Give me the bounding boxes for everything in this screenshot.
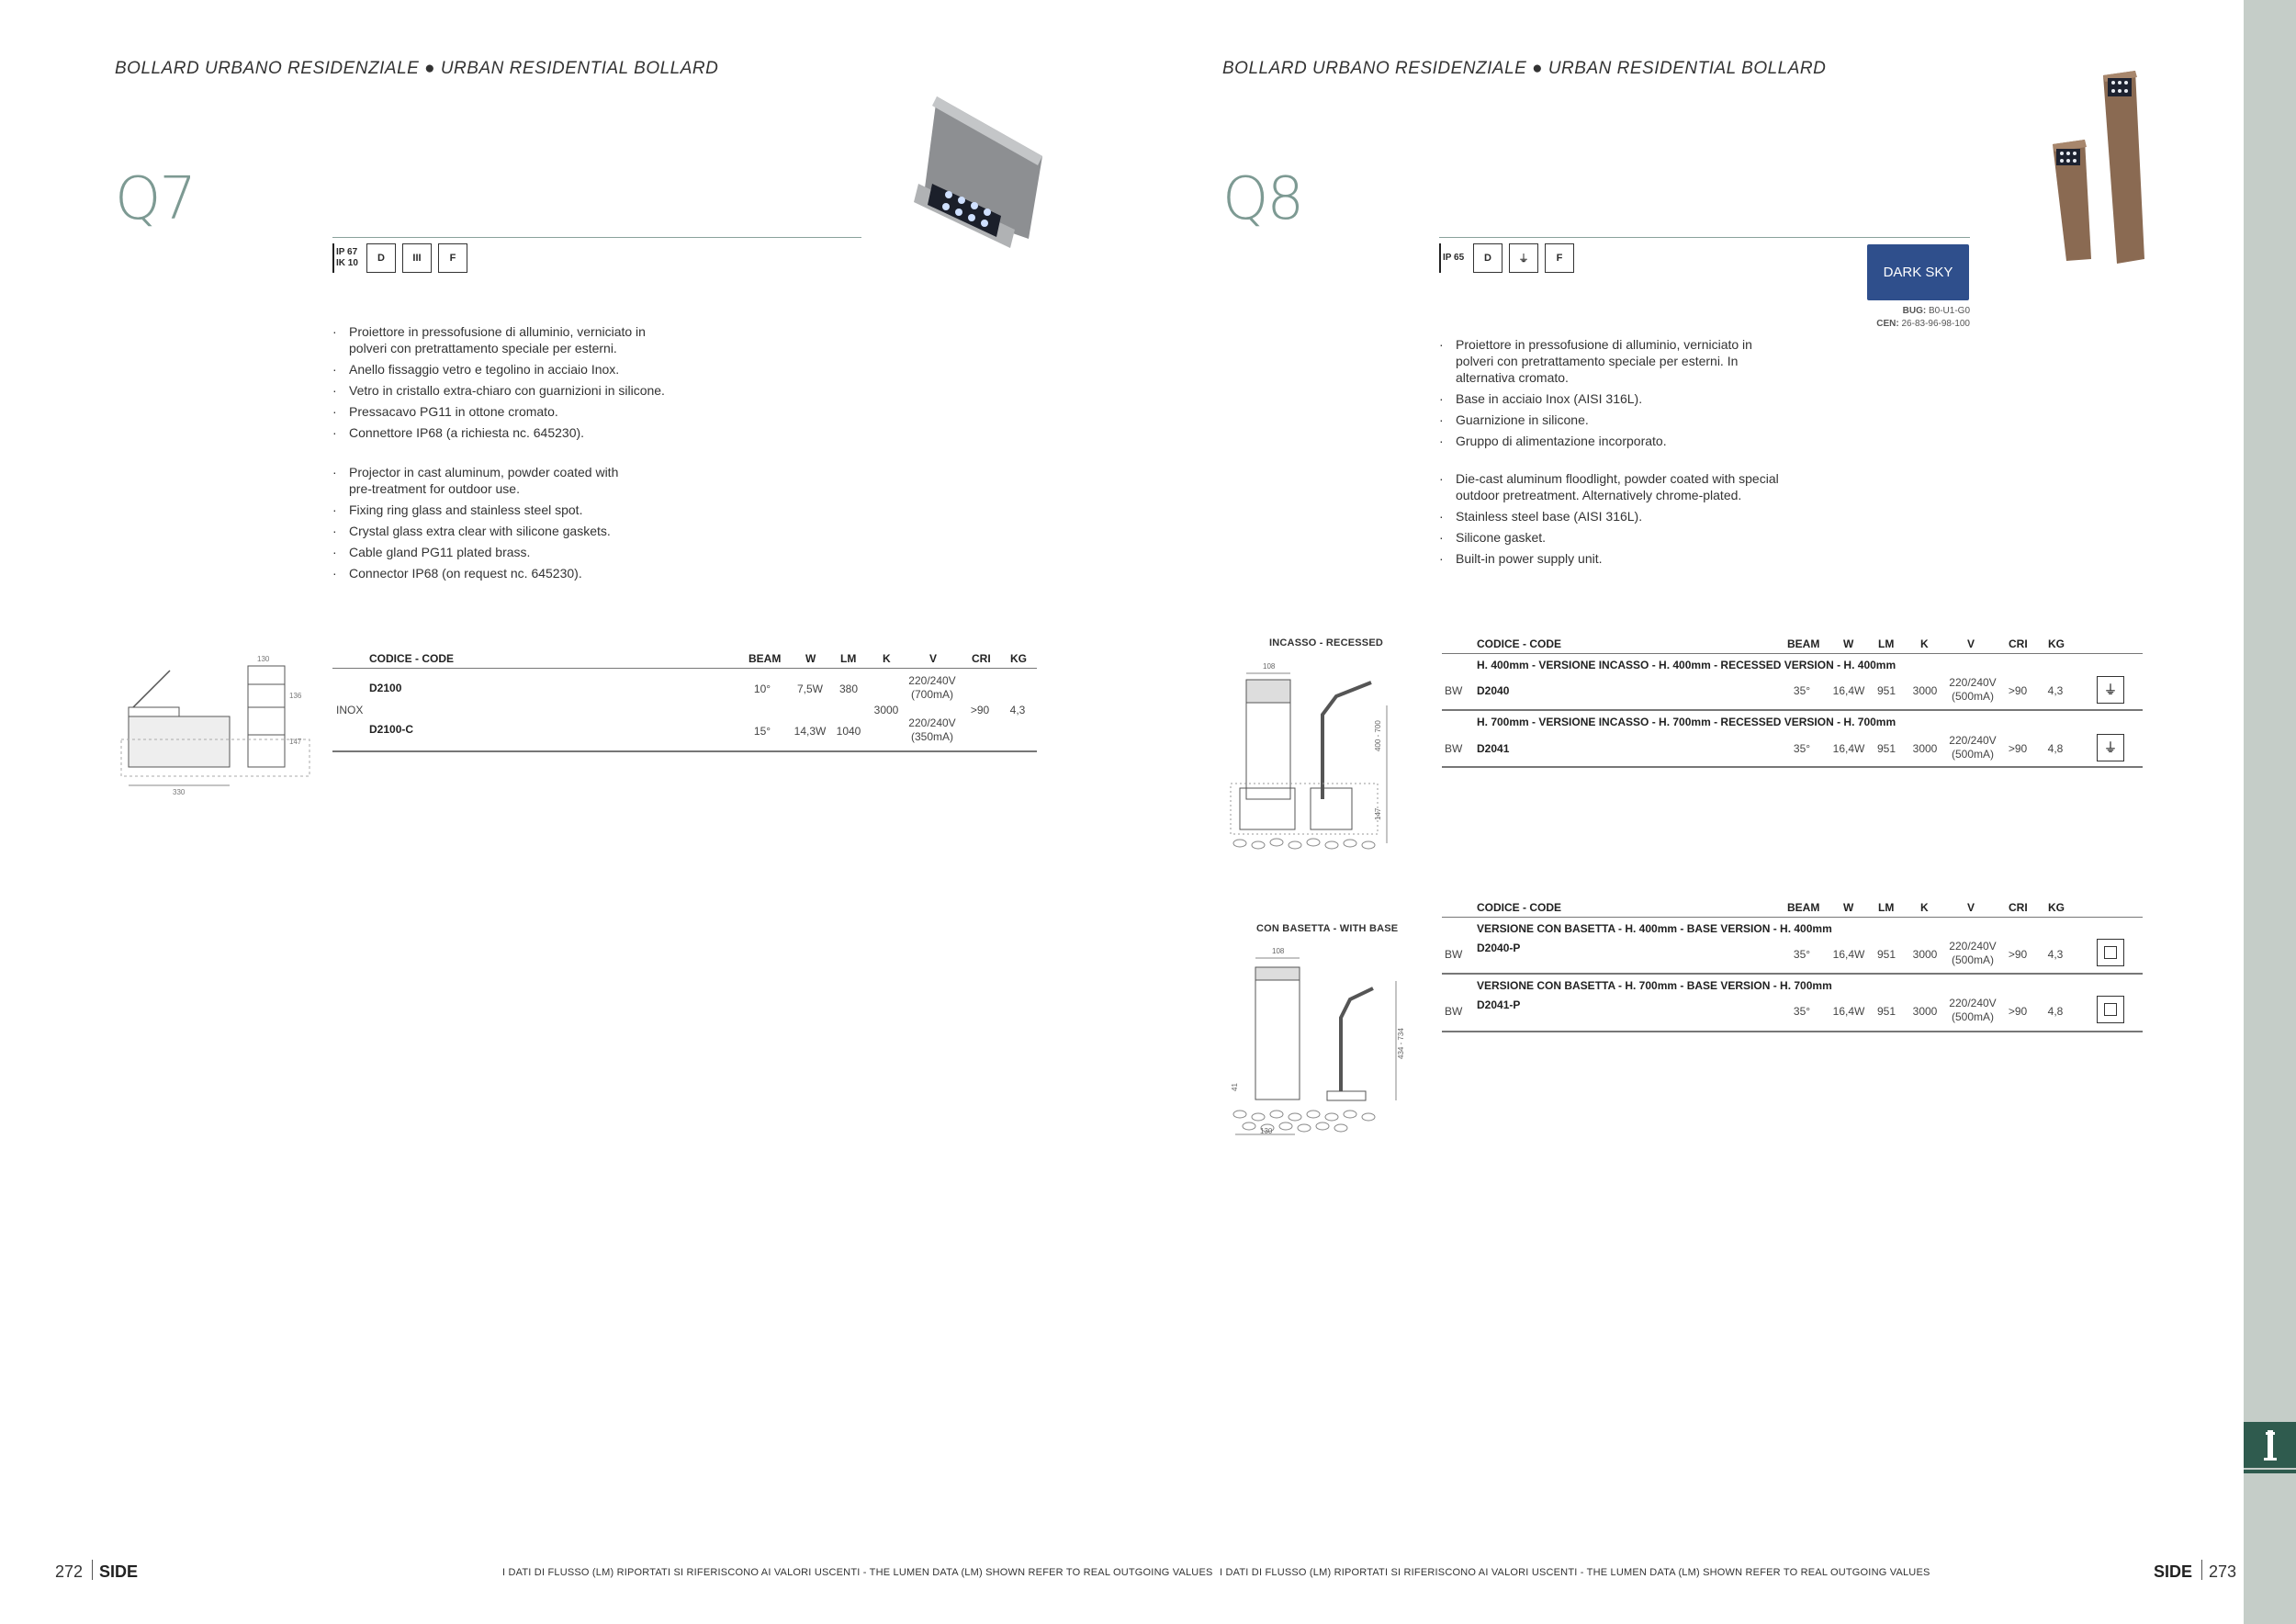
ground-symbol-icon: ⏚ [2097,734,2124,761]
r1-beam: 35° [1793,684,1811,697]
b-th-kg: KG [2048,901,2065,914]
b1-finish: BW [1445,948,1463,961]
recessed-group1-title: H. 400mm - VERSIONE INCASSO - H. 400mm - RECESSED VERSION - H. 400mm [1477,659,1896,671]
cen-rating: CEN: 26-83-96-98-100 [1876,319,1970,329]
b1-kg: 4,3 [2047,948,2064,961]
right-page-sep [2201,1560,2202,1580]
recessed-drawing [1226,660,1391,857]
q7-technical-drawing [119,652,312,795]
r-bullet-it-2: · Base in acciaio Inox (AISI 316L). [1439,390,1788,407]
b2-v: 220/240V (500mA) [1949,997,1997,1023]
th-k: K [883,652,891,665]
r-bullet-en-4: · Built-in power supply unit. [1439,550,1788,567]
tab-underline [2244,1470,2296,1473]
dim-108-base: 108 [1272,947,1285,955]
b2-kg: 4,8 [2047,1005,2064,1018]
dim-108-recessed: 108 [1263,662,1276,671]
th-v: V [929,652,938,665]
b2-beam: 35° [1793,1005,1811,1018]
r-bullet-en-1: · Die-cast aluminum floodlight, powder coated with special outdoor pretreatment. Alternatively chrome-plated. [1439,470,1788,503]
bullet-it-2: · Anello fissaggio vetro e tegolino in acciaio Inox. [332,361,681,378]
r2-line [1442,766,2143,768]
r2-k: 3000 [1912,742,1938,755]
b-th-w: W [1843,901,1854,914]
bullet-en-1: · Projector in cast aluminum, powder coated with pre-treatment for outdoor use. [332,464,645,497]
f-mark-icon-right: F [1545,243,1574,273]
cri-shared: >90 [970,704,990,716]
left-page-header: BOLLARD URBANO RESIDENZIALE ● URBAN RESIDENTIAL BOLLARD [115,59,719,78]
beam-d2100: 10° [753,682,771,695]
ground-symbol-icon: ⏚ [2097,676,2124,704]
lm-d2100: 380 [838,682,859,695]
b2-cri: >90 [2008,1005,2028,1018]
code-d2100-c: D2100-C [369,723,414,736]
r-th-w: W [1843,637,1854,650]
r2-kg: 4,8 [2047,742,2064,755]
q8-product-image [2043,66,2158,268]
r1-cri: >90 [2008,684,2028,697]
b2-code: D2041-P [1477,998,1521,1011]
left-brand: SIDE [99,1562,139,1581]
r1-w: 16,4W [1832,684,1865,697]
b-header-line [1442,917,2143,918]
r1-line [1442,709,2143,711]
r2-w: 16,4W [1832,742,1865,755]
dim-136: 136 [289,692,302,700]
base-label: CON BASETTA - WITH BASE [1256,923,1399,934]
b2-w: 16,4W [1832,1005,1865,1018]
beam-d2100-c: 15° [753,725,771,738]
b1-code: D2040-P [1477,942,1521,954]
r2-beam: 35° [1793,742,1811,755]
b-th-k: K [1920,901,1929,914]
b1-cri: >90 [2008,948,2028,961]
b-th-lm: LM [1878,901,1895,914]
r1-code: D2040 [1477,684,1510,697]
r-bullet-it-1: · Proiettore in pressofusione di alluminio, verniciato in polveri con pretrattamento speciale per esterni. In alternativa cromato. [1439,336,1788,386]
th-lm: LM [840,652,857,665]
th-code: CODICE - CODE [369,652,455,665]
w-d2100: 7,5W [796,682,823,695]
r-th-cri: CRI [2009,637,2028,650]
base-drawing [1226,944,1419,1142]
ip65-badge: IP 65 [1439,243,1467,273]
right-bullets-it [1439,336,1788,454]
bullet-en-5: · Connector IP68 (on request nc. 645230). [332,565,645,581]
right-brand: SIDE [2154,1562,2193,1581]
d-class-icon-right: D [1473,243,1503,273]
right-page-header: BOLLARD URBANO RESIDENZIALE ● URBAN RESIDENTIAL BOLLARD [1222,59,1827,78]
r2-v: 220/240V (500mA) [1949,734,1997,761]
left-page-number: 272 [55,1562,84,1581]
left-page-sep [92,1560,93,1580]
dim-400-700: 400 - 700 [1374,720,1382,751]
right-page-number: 273 [2209,1562,2237,1581]
left-model-title: Q7 [115,165,196,233]
q7-product-image [914,92,1047,248]
b1-v: 220/240V (500mA) [1949,940,1997,966]
th-kg: KG [1010,652,1027,665]
bullet-en-4: · Cable gland PG11 plated brass. [332,544,645,560]
k-shared: 3000 [873,704,899,716]
r-th-v: V [1967,637,1975,650]
r2-lm: 951 [1876,742,1896,755]
r-th-k: K [1920,637,1929,650]
finish-inox: INOX [336,704,364,716]
r-bullet-en-3: · Silicone gasket. [1439,529,1788,546]
f-mark-icon: F [438,243,467,273]
bullet-en-2: · Fixing ring glass and stainless steel spot. [332,502,645,518]
right-bullets-en [1439,470,1788,571]
recessed-label: INCASSO - RECESSED [1269,637,1384,648]
dim-41: 41 [1231,1083,1239,1091]
right-cert-icons [1439,243,1574,273]
bug-rating: BUG: B0-U1-G0 [1902,306,1970,316]
bullet-it-3: · Vetro in cristallo extra-chiaro con guarnizioni in silicone. [332,382,681,399]
left-footer-note: I DATI DI FLUSSO (LM) RIPORTATI SI RIFERISCONO AI VALORI USCENTI - THE LUMEN DATA (LM) SHOWN REFER TO REAL OUTGOING VALUES [502,1567,1213,1578]
ground-icon: ⏚ [1509,243,1538,273]
bullet-en-3: · Crystal glass extra clear with silicone gaskets. [332,523,645,539]
th-cri: CRI [972,652,991,665]
w-d2100-c: 14,3W [793,725,827,738]
th-beam: BEAM [748,652,782,665]
r1-lm: 951 [1876,684,1896,697]
r-th-lm: LM [1878,637,1895,650]
kg-shared: 4,3 [1009,704,1026,716]
v-d2100: 220/240V (700mA) [908,674,956,701]
dim-147: 147 [289,738,302,746]
r-bullet-it-3: · Guarnizione in silicone. [1439,412,1788,428]
right-model-title: Q8 [1222,165,1303,233]
dim-434-734: 434 - 734 [1397,1028,1405,1059]
class-iii-icon: III [402,243,432,273]
b-th-cri: CRI [2009,901,2028,914]
dim-130-base: 130 [1260,1127,1273,1135]
b2-finish: BW [1445,1005,1463,1018]
b1-lm: 951 [1876,948,1896,961]
left-bullets-it [332,323,681,445]
r-header-line [1442,653,2143,654]
b2-k: 3000 [1912,1005,1938,1018]
code-d2100: D2100 [369,682,402,694]
dark-sky-logo: DARK SKY [1867,244,1969,300]
b1-line [1442,973,2143,975]
th-w: W [805,652,816,665]
left-divider [332,237,861,238]
base-group2-title: VERSIONE CON BASETTA - H. 700mm - BASE VERSION - H. 700mm [1477,979,1832,992]
r-th-code: CODICE - CODE [1477,637,1562,650]
b1-k: 3000 [1912,948,1938,961]
ip-rating-badge: IP 67 IK 10 [332,243,360,273]
v-d2100-c: 220/240V (350mA) [908,716,956,743]
r-bullet-en-2: · Stainless steel base (AISI 316L). [1439,508,1788,524]
b-th-beam: BEAM [1787,901,1820,914]
b1-w: 16,4W [1832,948,1865,961]
right-divider [1439,237,1970,238]
double-insulation-icon [2097,996,2124,1023]
r1-kg: 4,3 [2047,684,2064,697]
r1-k: 3000 [1912,684,1938,697]
b-th-v: V [1967,901,1975,914]
dim-330: 330 [173,788,186,795]
r2-finish: BW [1445,742,1463,755]
dim-147-recessed: 147 [1374,807,1382,820]
bullet-it-5: · Connettore IP68 (a richiesta nc. 645230). [332,424,681,441]
b2-line [1442,1031,2143,1032]
recessed-group2-title: H. 700mm - VERSIONE INCASSO - H. 700mm - RECESSED VERSION - H. 700mm [1477,716,1896,728]
d-class-icon: D [366,243,396,273]
left-bullets-en [332,464,645,586]
side-tab-strip [2244,0,2296,1624]
base-group1-title: VERSIONE CON BASETTA - H. 400mm - BASE VERSION - H. 400mm [1477,922,1832,935]
r1-finish: BW [1445,684,1463,697]
r1-v: 220/240V (500mA) [1949,676,1997,703]
r2-cri: >90 [2008,742,2028,755]
table-bottom-line [332,750,1037,752]
dim-130: 130 [257,655,270,663]
b1-beam: 35° [1793,948,1811,961]
b2-lm: 951 [1876,1005,1896,1018]
section-tab[interactable] [2244,1422,2296,1468]
lm-d2100-c: 1040 [836,725,861,738]
table-header-line [332,668,1037,669]
left-cert-icons [332,243,467,273]
bollard-tab-icon [2260,1427,2280,1463]
double-insulation-icon [2097,939,2124,966]
r-th-kg: KG [2048,637,2065,650]
right-footer-note: I DATI DI FLUSSO (LM) RIPORTATI SI RIFERISCONO AI VALORI USCENTI - THE LUMEN DATA (LM) SHOWN REFER TO REAL OUTGOING VALUES [1220,1567,1930,1578]
bullet-it-1: · Proiettore in pressofusione di alluminio, verniciato in polveri con pretrattamento speciale per esterni. [332,323,681,356]
bullet-it-4: · Pressacavo PG11 in ottone cromato. [332,403,681,420]
b-th-code: CODICE - CODE [1477,901,1562,914]
r-th-beam: BEAM [1787,637,1820,650]
r-bullet-it-4: · Gruppo di alimentazione incorporato. [1439,433,1788,449]
r2-code: D2041 [1477,742,1510,755]
